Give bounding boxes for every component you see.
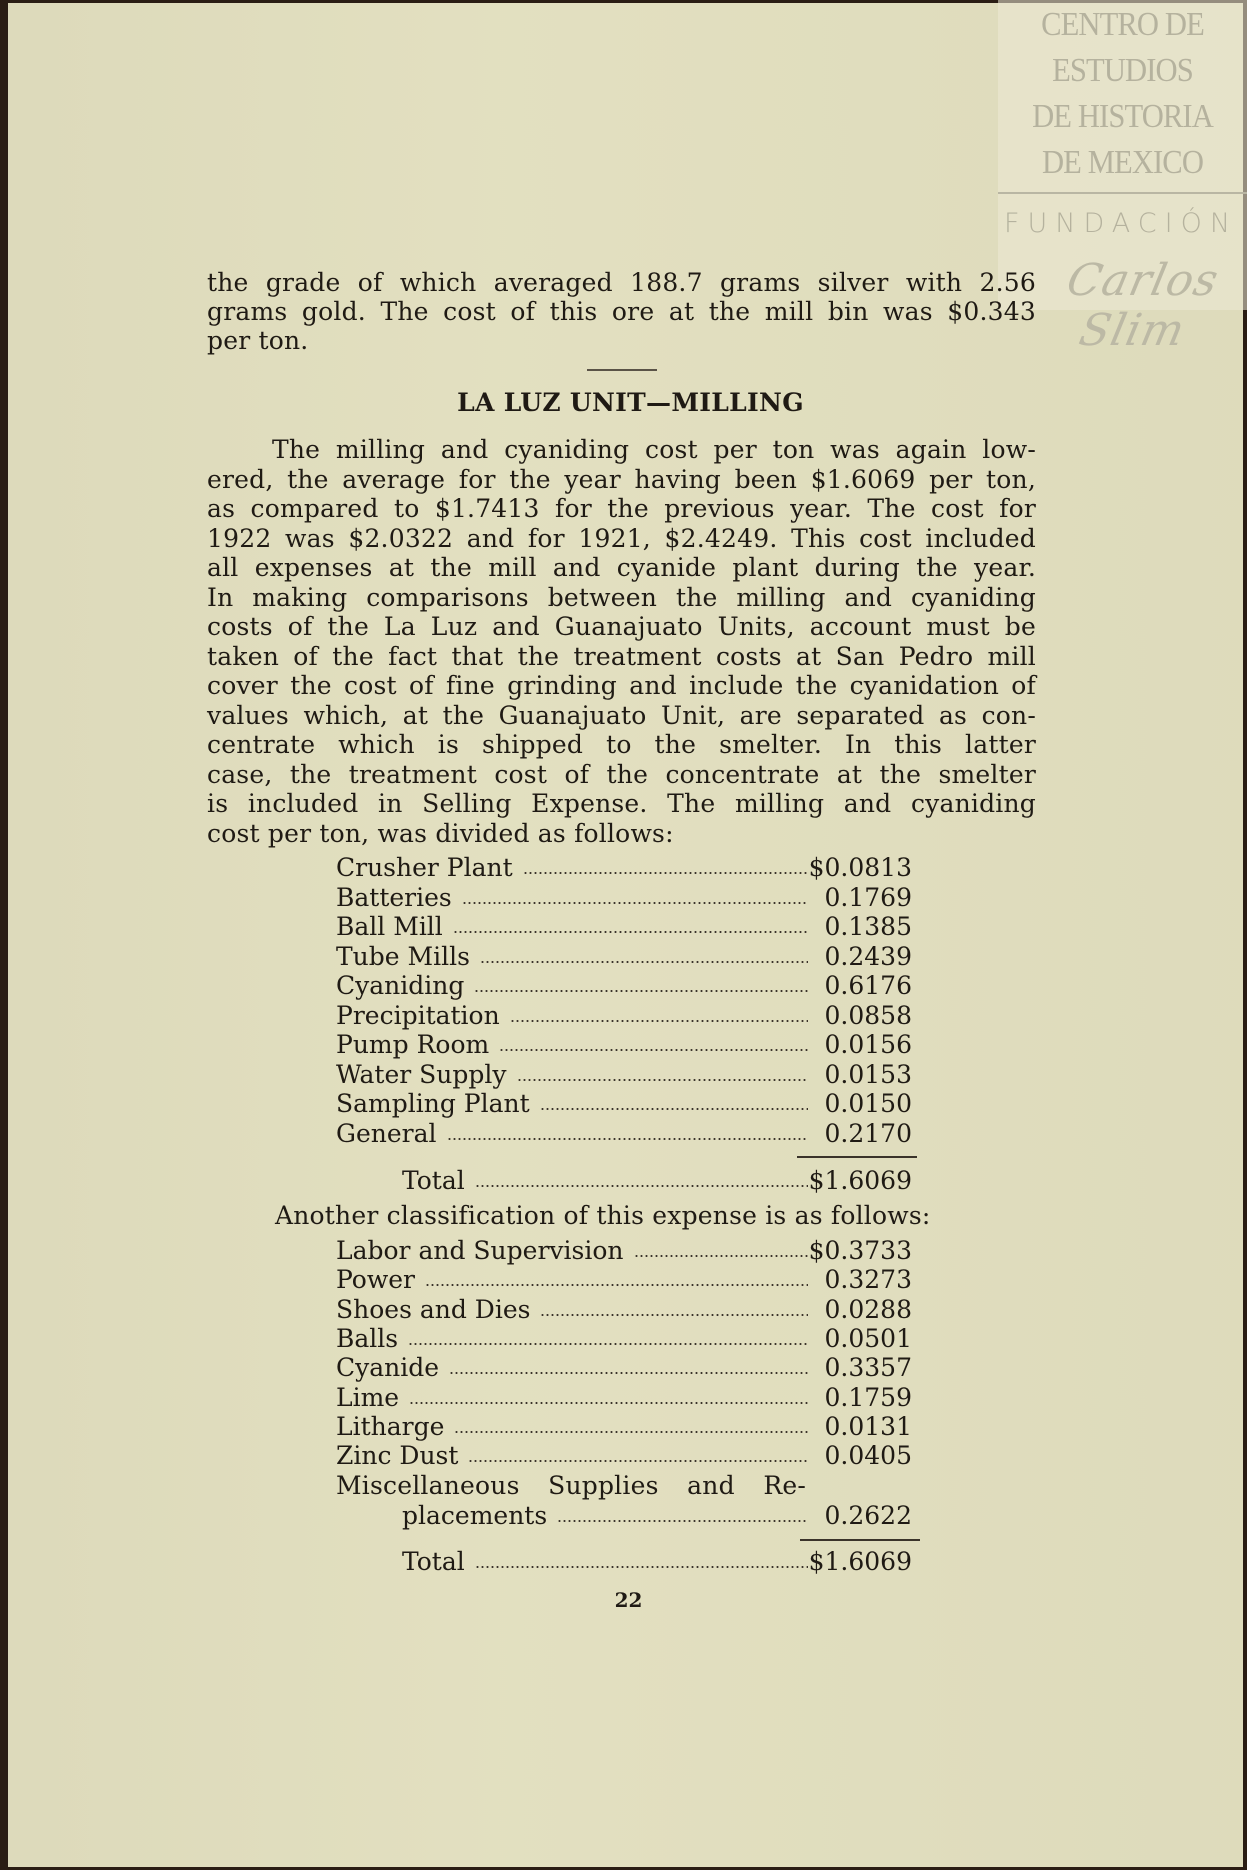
- row-value: 0.0405: [824, 1441, 912, 1471]
- row-value: $0.3733: [808, 1236, 912, 1265]
- table-row: [336, 1412, 912, 1442]
- table-row: [336, 1060, 912, 1090]
- text-line: case, the treatment cost of the concentrate at the smelter: [207, 759, 1036, 789]
- total-value: $1.6069: [808, 1166, 912, 1195]
- table-row: [336, 942, 912, 972]
- row-value: 0.1769: [824, 882, 912, 912]
- text-line: grams gold. The cost of this ore at the mill bin was $0.343: [207, 297, 1036, 326]
- text-line: 1922 was $2.0322 and for 1921, $2.4249. This cost included: [207, 523, 1036, 553]
- dot-leader: [540, 1312, 808, 1318]
- text-line: values which, at the Guanajuato Unit, are separated as con-: [207, 700, 1036, 730]
- row-label: Ball Mill: [336, 912, 443, 941]
- row-value: 0.1759: [824, 1382, 912, 1412]
- row-label: Sampling Plant: [336, 1089, 530, 1118]
- dot-leader: [454, 1429, 808, 1435]
- text-line: all expenses at the mill and cyanide plant during the year.: [207, 553, 1036, 582]
- row-label: Batteries: [336, 882, 452, 912]
- section-divider: [587, 369, 657, 371]
- total-label: Total: [402, 1166, 465, 1195]
- dot-leader: [425, 1282, 808, 1288]
- row-label: Power: [336, 1265, 416, 1295]
- total-rule: [800, 1539, 920, 1541]
- dot-leader: [468, 1458, 808, 1464]
- row-value: 0.0156: [824, 1030, 912, 1059]
- row-value: 0.3357: [824, 1353, 912, 1383]
- table-row: [336, 1236, 912, 1266]
- watermark-signature: Carlos Slim: [1062, 255, 1224, 356]
- dot-leader: [523, 870, 808, 876]
- table-row: [336, 1353, 912, 1383]
- text-line: ered, the average for the year having been $1.6069 per ton,: [207, 464, 1036, 494]
- text-line: the grade of which averaged 188.7 grams silver with 2.56: [207, 268, 1036, 297]
- table-row: [336, 1295, 912, 1325]
- watermark-line: DE HISTORIA: [1032, 98, 1213, 135]
- dot-leader: [474, 988, 808, 994]
- table-row: [336, 971, 912, 1001]
- text-line: cost per ton, was divided as follows:: [207, 818, 674, 848]
- table-row: [336, 1089, 912, 1119]
- row-value: 0.2170: [824, 1118, 912, 1148]
- row-label: Tube Mills: [336, 941, 470, 971]
- dot-leader: [480, 959, 808, 965]
- dot-leader: [462, 900, 808, 906]
- text-line: In making comparisons between the milling and cyaniding: [207, 582, 1036, 612]
- row-label: Zinc Dust: [336, 1441, 459, 1471]
- table-row: [336, 1265, 912, 1295]
- classification-intro: Another classification of this expense is as follows:: [275, 1201, 931, 1230]
- dot-leader: [517, 1077, 808, 1083]
- row-value: 0.0153: [824, 1059, 912, 1089]
- row-label: Labor and Supervision: [336, 1236, 624, 1265]
- row-label: Balls: [336, 1323, 399, 1353]
- table-row: [336, 883, 912, 913]
- dot-leader: [475, 1183, 808, 1189]
- row-label: placements: [402, 1500, 548, 1530]
- total-row: [402, 1166, 912, 1196]
- row-label: Litharge: [336, 1411, 445, 1441]
- row-value: 0.2622: [824, 1500, 912, 1530]
- dot-leader: [557, 1518, 808, 1524]
- table-row: [336, 1383, 912, 1413]
- watermark-divider: [998, 192, 1247, 194]
- row-value: 0.2439: [824, 941, 912, 971]
- row-label: Cyaniding: [336, 971, 465, 1000]
- watermark: [998, 0, 1247, 356]
- dot-leader: [453, 929, 808, 935]
- text-line: as compared to $1.7413 for the previous year. The cost for: [207, 494, 1036, 523]
- table-row: [336, 1324, 912, 1354]
- row-label: Shoes and Dies: [336, 1294, 531, 1324]
- dot-leader: [449, 1370, 808, 1376]
- row-label: Water Supply: [336, 1059, 507, 1089]
- dot-leader: [408, 1341, 808, 1347]
- row-label: Precipitation: [336, 1000, 500, 1030]
- row-label: Pump Room: [336, 1030, 490, 1059]
- row-value: 0.1385: [824, 912, 912, 941]
- row-value: 0.0131: [824, 1411, 912, 1441]
- text-line: taken of the fact that the treatment costs at San Pedro mill: [207, 641, 1036, 671]
- text-line: centrate which is shipped to the smelter. In this latter: [207, 730, 1036, 759]
- total-row: [402, 1547, 912, 1577]
- table-row: [336, 1030, 912, 1060]
- watermark-line: DE MEXICO: [1041, 144, 1204, 181]
- text-line: is included in Selling Expense. The milling and cyaniding: [207, 789, 1036, 818]
- total-label: Total: [402, 1547, 465, 1576]
- table-row: [336, 1001, 912, 1031]
- row-value: 0.6176: [824, 971, 912, 1000]
- row-value: 0.0288: [824, 1294, 912, 1324]
- row-value: $0.0813: [808, 853, 912, 882]
- watermark-fundacion: FUNDACIÓN: [1004, 208, 1239, 239]
- text-line: per ton.: [207, 326, 309, 355]
- dot-leader: [540, 1106, 808, 1112]
- row-label: General: [336, 1118, 437, 1148]
- text-line: cover the cost of fine grinding and include the cyanidation of: [207, 671, 1036, 700]
- row-value: 0.0150: [824, 1089, 912, 1118]
- page-number: 22: [614, 1588, 643, 1612]
- table-row: [402, 1501, 912, 1531]
- row-value: 0.0501: [824, 1323, 912, 1353]
- dot-leader: [409, 1400, 808, 1406]
- dot-leader: [447, 1136, 808, 1142]
- row-value: 0.3273: [824, 1265, 912, 1295]
- table-row: [336, 853, 912, 883]
- row-label: Crusher Plant: [336, 853, 513, 882]
- dot-leader: [475, 1564, 808, 1570]
- watermark-line: ESTUDIOS: [1052, 52, 1193, 89]
- total-rule: [797, 1156, 917, 1158]
- table-row: [336, 1441, 912, 1471]
- row-label: Lime: [336, 1382, 400, 1412]
- row-label: Cyanide: [336, 1353, 440, 1383]
- dot-leader: [499, 1047, 808, 1053]
- row-label-wrapped: Miscellaneous Supplies and Re-: [336, 1471, 806, 1500]
- dot-leader: [634, 1253, 809, 1259]
- total-value: $1.6069: [808, 1547, 912, 1576]
- section-heading: LA LUZ UNIT—MILLING: [457, 388, 804, 417]
- text-line: costs of the La Luz and Guanajuato Units, account must be: [207, 612, 1036, 641]
- dot-leader: [510, 1018, 808, 1024]
- table-row: [336, 1119, 912, 1149]
- text-line: The milling and cyaniding cost per ton was again low-: [272, 435, 1036, 464]
- watermark-line: CENTRO DE: [1041, 6, 1204, 43]
- row-value: 0.0858: [824, 1000, 912, 1030]
- table-row: [336, 912, 912, 942]
